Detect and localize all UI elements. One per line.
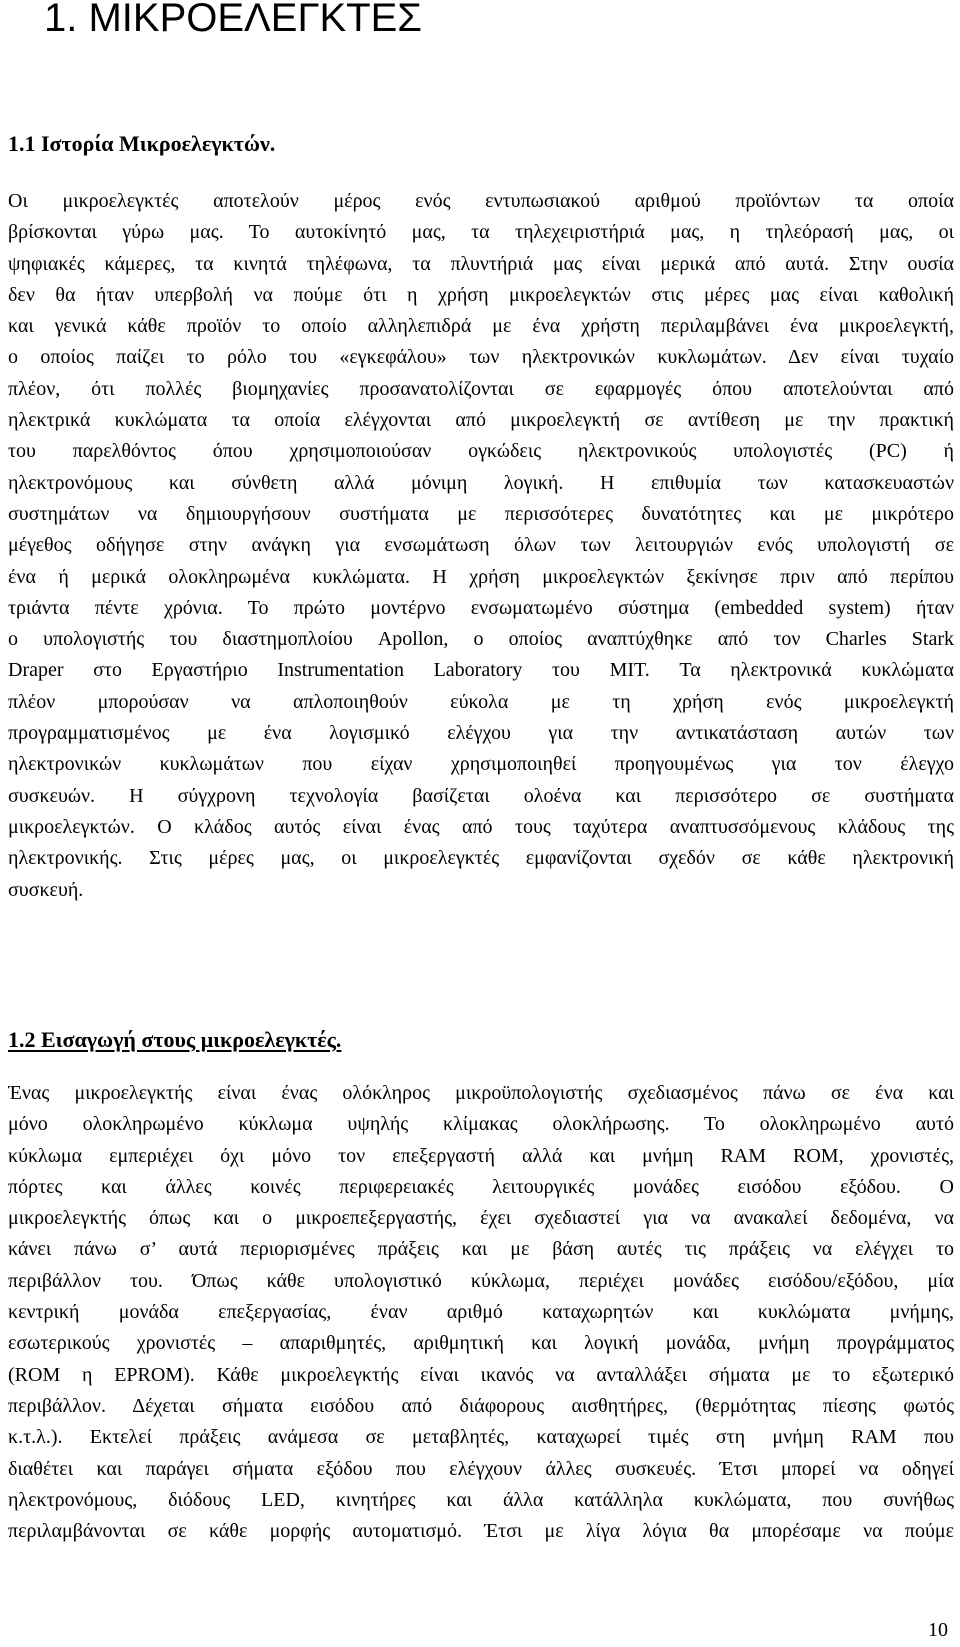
- text-line: βρίσκονται γύρω μας. Το αυτοκίνητό μας, τα τηλεχειριστήριά μας, η τηλεόρασή μας, οι: [8, 221, 954, 244]
- text-line: ηλεκτρονικής. Στις μέρες μας, οι μικροελεγκτές εμφανίζονται σχεδόν σε κάθε ηλεκτρονική: [8, 847, 954, 870]
- text-line: ηλεκτρικά κυκλώματα τα οποία ελέγχονται από μικροελεγκτή σε αντίθεση με την πρακτική: [8, 409, 954, 432]
- section-heading-text: 1.2 Εισαγωγή στους μικροελεγκτές.: [8, 1027, 342, 1052]
- chapter-title: 1. ΜΙΚΡΟΕΛΕΓΚΤΕΣ: [44, 0, 423, 40]
- text-line: ηλεκτρονικών κυκλωμάτων που είχαν χρησιμοποιηθεί προηγουμένως για τον έλεγχο: [8, 753, 954, 776]
- text-line: ο οποίος παίζει το ρόλο του «εγκεφάλου» των ηλεκτρονικών κυκλωμάτων. Δεν είναι τυχαίο: [8, 346, 954, 369]
- text-line: εσωτερικούς χρονιστές – απαριθμητές, αριθμητική και λογική μονάδα, μνήμη προγράμματος: [8, 1332, 954, 1355]
- section-heading-history: 1.1 Ιστορία Μικροελεγκτών.: [8, 131, 276, 156]
- text-line: ηλεκτρονόμους, διόδους LED, κινητήρες και άλλα κατάλληλα κυκλώματα, που συνήθως: [8, 1488, 954, 1511]
- text-line: πλέον, ότι πολλές βιομηχανίες προσανατολίζονται σε εφαρμογές όπου αποτελούνται από: [8, 377, 954, 400]
- text-line: πόρτες και άλλες κοινές περιφερειακές λειτουργικές μονάδες εισόδου εξόδου. Ο: [8, 1175, 954, 1198]
- text-line: περιβάλλον. Δέχεται σήματα εισόδου από διάφορους αισθητήρες, (θερμότητας πίεσης φωτός: [8, 1394, 954, 1417]
- text-line: συσκευή.: [8, 878, 84, 901]
- text-line: περιβάλλον του. Όπως κάθε υπολογιστικό κύκλωμα, περιέχει μονάδες εισόδου/εξόδου, μία: [8, 1269, 954, 1292]
- section-body-introduction: [8, 1078, 954, 1547]
- text-line: του παρελθόντος όπου χρησιμοποιούσαν ογκώδεις ηλεκτρονικούς υπολογιστές (PC) ή: [8, 440, 954, 463]
- text-line: Οι μικροελεγκτές αποτελούν μέρος ενός εντυπωσιακού αριθμού προϊόντων τα οποία: [8, 190, 954, 212]
- text-line: Ένας μικροελεγκτής είναι ένας ολόκληρος μικροϋπολογιστής σχεδιασμένος πάνω σε ένα και: [8, 1082, 954, 1104]
- text-line: Draper στο Εργαστήριο Instrumentation Laboratory του MIT. Τα ηλεκτρονικά κυκλώματα: [8, 659, 954, 682]
- section-body-history: [8, 186, 954, 906]
- text-line: ηλεκτρονόμους και σύνθετη αλλά μόνιμη λογική. Η επιθυμία των κατασκευαστών: [8, 471, 954, 494]
- text-line: μέγεθος οδήγησε στην ανάγκη για ενσωμάτωση όλων των λειτουργιών ενός υπολογιστή σε: [8, 534, 954, 557]
- text-line: κάνει πάνω σ’ αυτά περιορισμένες πράξεις και με βάση αυτές τις πράξεις να ελέγχει το: [8, 1238, 954, 1261]
- text-line: μικροελεγκτής όπως και ο μικροεπεξεργαστής, έχει σχεδιαστεί για να ανακαλεί δεδομένα, να: [8, 1207, 954, 1230]
- text-line: συστημάτων να δημιουργήσουν συστήματα με περισσότερες δυνατότητες και με μικρότερο: [8, 502, 954, 525]
- text-line: και γενικά κάθε προϊόν το οποίο αλληλεπιδρά με ένα χρήστη περιλαμβάνει ένα μικροελεγκτή,: [8, 315, 954, 338]
- text-line: πλέον μπορούσαν να απλοποιηθούν εύκολα με τη χρήση ενός μικροελεγκτή: [8, 690, 954, 713]
- text-line: μικροελεγκτών. Ο κλάδος αυτός είναι ένας από τους ταχύτερα αναπτυσσόμενους κλάδους της: [8, 815, 954, 838]
- text-line: ψηφιακές κάμερες, τα κινητά τηλέφωνα, τα πλυντήριά μας είναι μερικά από αυτά. Στην ουσία: [8, 252, 954, 275]
- text-line: δεν θα ήταν υπερβολή να πούμε ότι η χρήση μικροελεγκτών στις μέρες μας είναι καθολική: [8, 283, 954, 306]
- text-line: (ROM η EPROM). Κάθε μικροελεγκτής είναι ικανός να ανταλλάξει σήματα με το εξωτερικό: [8, 1363, 954, 1386]
- text-line: ο υπολογιστής του διαστημοπλοίου Apollon, ο οποίος αναπτύχθηκε από τον Charles Stark: [8, 628, 954, 651]
- text-line: μόνο ολοκληρωμένο κύκλωμα υψηλής κλίμακας ολοκλήρωσης. Το ολοκληρωμένο αυτό: [8, 1113, 954, 1136]
- text-line: κ.τ.λ.). Εκτελεί πράξεις ανάμεσα σε μεταβλητές, καταχωρεί τιμές στη μνήμη RAM που: [8, 1426, 954, 1449]
- text-line: κεντρική μονάδα επεξεργασίας, έναν αριθμό καταχωρητών και κυκλώματα μνήμης,: [8, 1301, 954, 1324]
- text-line: συσκευών. Η σύγχρονη τεχνολογία βασίζεται ολοένα και περισσότερο σε συστήματα: [8, 784, 954, 807]
- text-line: διαθέτει και παράγει σήματα εξόδου που ελέγχουν άλλες συσκευές. Έτσι μπορεί να οδηγεί: [8, 1457, 954, 1480]
- section-heading-introduction: [8, 1026, 341, 1054]
- text-line: ένα ή μερικά ολοκληρωμένα κυκλώματα. Η χρήση μικροελεγκτών ξεκίνησε πριν από περίπου: [8, 565, 954, 588]
- text-line: κύκλωμα εμπεριέχει όχι μόνο τον επεξεργαστή αλλά και μνήμη RAM ROM, χρονιστές,: [8, 1144, 954, 1167]
- text-line: τριάντα πέντε χρόνια. Το πρώτο μοντέρνο ενσωματωμένο σύστημα (embedded system) ήταν: [8, 596, 954, 619]
- page-number: 10: [928, 1619, 948, 1641]
- text-line: προγραμματισμένος με ένα λογισμικό ελέγχου για την αντικατάσταση αυτών των: [8, 722, 954, 745]
- text-line: περιλαμβάνονται σε κάθε μορφής αυτοματισμό. Έτσι με λίγα λόγια θα μπορέσαμε να πούμε: [8, 1520, 954, 1543]
